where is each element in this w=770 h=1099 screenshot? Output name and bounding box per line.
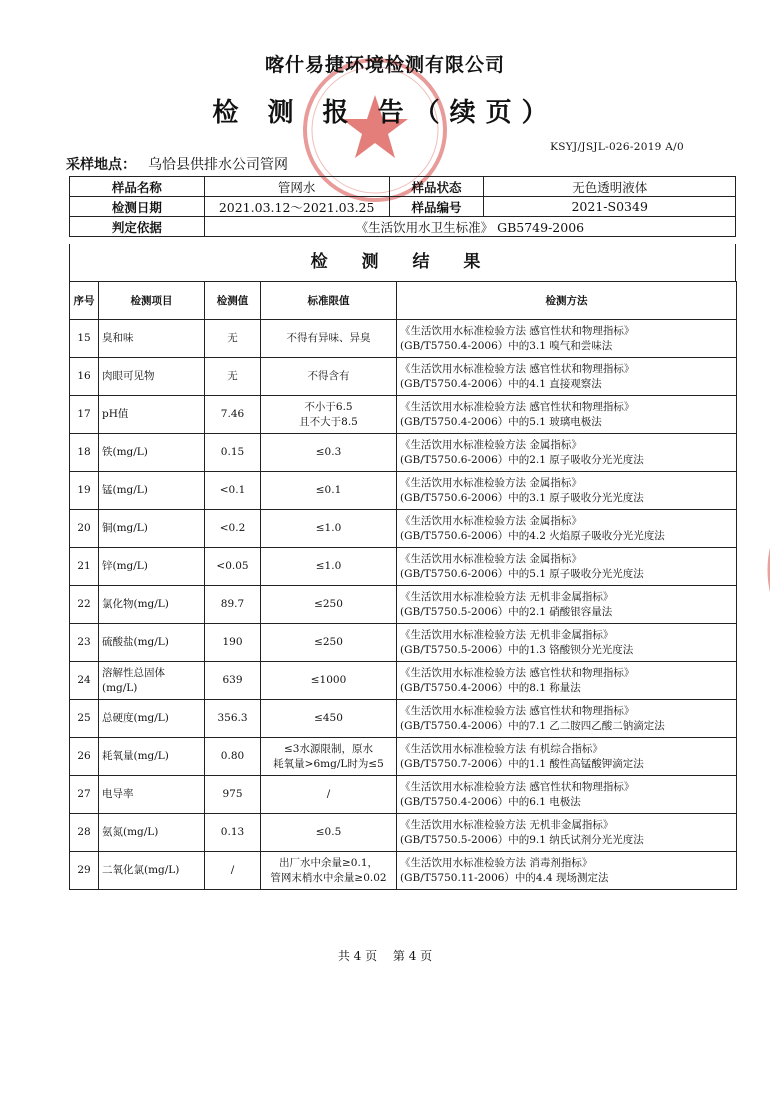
standard-limit-text: ≤0.3 bbox=[315, 446, 342, 458]
company-name: 喀什易捷环境检测有限公司 bbox=[264, 54, 505, 76]
row-number-text: 29 bbox=[77, 864, 91, 876]
results-table bbox=[69, 281, 737, 890]
table-row bbox=[70, 852, 737, 890]
standard-limit bbox=[261, 510, 397, 548]
sample-state-label: 样品状态 bbox=[389, 177, 484, 197]
standard-limit-text: ≤3水源限制，原水 bbox=[284, 742, 373, 755]
test-item-text: 臭和味 bbox=[102, 332, 134, 344]
test-item-text: 耗氧量(mg/L) bbox=[102, 750, 169, 762]
test-method-line2: (GB/T5750.4-2006）中的8.1 称量法 bbox=[400, 681, 581, 694]
standard-limit bbox=[261, 434, 397, 472]
test-value-text: 0.80 bbox=[220, 750, 245, 762]
test-method-line2: (GB/T5750.5-2006）中的9.1 纳氏试剂分光光度法 bbox=[400, 833, 644, 846]
row-number-text: 27 bbox=[77, 788, 91, 800]
sample-name-label: 样品名称 bbox=[70, 177, 205, 197]
test-value bbox=[205, 320, 261, 358]
sampling-site bbox=[66, 154, 288, 174]
standard-limit-text: ≤450 bbox=[314, 712, 343, 724]
test-item-text: pH值 bbox=[102, 408, 129, 420]
row-number bbox=[70, 472, 99, 510]
test-item-text: 锰(mg/L) bbox=[102, 484, 148, 496]
page-footer bbox=[0, 947, 770, 964]
test-item-text: 铜(mg/L) bbox=[102, 522, 148, 534]
standard-limit bbox=[261, 320, 397, 358]
table-row bbox=[70, 396, 737, 434]
sample-info-table bbox=[69, 176, 736, 237]
row-number-text: 22 bbox=[77, 598, 91, 610]
test-method-line1: 《生活饮用水标准检验方法 金属指标》 bbox=[400, 476, 582, 489]
table-row bbox=[70, 510, 737, 548]
standard-limit-text: 且不大于8.5 bbox=[299, 415, 358, 428]
standard-limit-text: ≤0.5 bbox=[315, 826, 342, 838]
test-method-line2: (GB/T5750.5-2006）中的1.3 铬酸钡分光光度法 bbox=[400, 643, 634, 656]
standard-limit-text: ≤250 bbox=[314, 636, 343, 648]
row-number bbox=[70, 662, 99, 700]
test-value bbox=[205, 396, 261, 434]
standard-limit bbox=[261, 814, 397, 852]
row-number-text: 18 bbox=[77, 446, 91, 458]
table-row bbox=[70, 776, 737, 814]
test-value-text: 975 bbox=[222, 788, 243, 800]
total-pages: 共 4 页 bbox=[337, 949, 378, 963]
results-title: 检 测 结 果 bbox=[69, 244, 736, 281]
test-item-text: 溶解性总固体 bbox=[102, 666, 165, 679]
row-number-text: 20 bbox=[77, 522, 91, 534]
test-method-line1: 《生活饮用水标准检验方法 金属指标》 bbox=[400, 514, 582, 527]
test-value-text: <0.05 bbox=[216, 560, 249, 572]
test-value bbox=[205, 434, 261, 472]
standard-limit-text: 不小于6.5 bbox=[304, 400, 353, 413]
test-method-line2: (GB/T5750.6-2006）中的3.1 原子吸收分光光度法 bbox=[400, 491, 644, 504]
test-item bbox=[99, 662, 205, 700]
standard-limit-text: ≤1.0 bbox=[315, 560, 342, 572]
test-method bbox=[397, 852, 737, 890]
col-header-no: 序号 bbox=[70, 282, 99, 320]
test-method bbox=[397, 358, 737, 396]
test-method-line2: (GB/T5750.11-2006）中的4.4 现场测定法 bbox=[400, 871, 609, 884]
table-row bbox=[70, 814, 737, 852]
test-value-text: 89.7 bbox=[220, 598, 245, 610]
test-value-text: 0.13 bbox=[220, 826, 245, 838]
test-item bbox=[99, 434, 205, 472]
test-method-line2: (GB/T5750.4-2006）中的3.1 嗅气和尝味法 bbox=[400, 339, 613, 352]
standard-limit bbox=[261, 776, 397, 814]
standard-limit bbox=[261, 586, 397, 624]
test-value-text: / bbox=[230, 864, 235, 876]
sample-state-value: 无色透明液体 bbox=[484, 177, 736, 197]
test-item bbox=[99, 624, 205, 662]
test-method bbox=[397, 738, 737, 776]
test-method-line1: 《生活饮用水标准检验方法 感官性状和物理指标》 bbox=[400, 704, 635, 717]
test-value bbox=[205, 548, 261, 586]
document-number: KSYJ/JSJL-026-2019 A/0 bbox=[550, 141, 684, 153]
row-number-text: 17 bbox=[77, 408, 91, 420]
test-method-line1: 《生活饮用水标准检验方法 有机综合指标》 bbox=[400, 742, 603, 755]
test-value-text: 无 bbox=[227, 370, 238, 382]
test-method bbox=[397, 624, 737, 662]
row-number bbox=[70, 510, 99, 548]
test-method-line2: (GB/T5750.6-2006）中的5.1 原子吸收分光光度法 bbox=[400, 567, 644, 580]
test-value bbox=[205, 814, 261, 852]
row-number bbox=[70, 624, 99, 662]
test-method-line1: 《生活饮用水标准检验方法 感官性状和物理指标》 bbox=[400, 362, 635, 375]
test-value-text: 356.3 bbox=[217, 712, 248, 724]
test-item bbox=[99, 776, 205, 814]
test-method-line2: (GB/T5750.7-2006）中的1.1 酸性高锰酸钾滴定法 bbox=[400, 757, 644, 770]
test-value bbox=[205, 472, 261, 510]
standard-limit-text: ≤250 bbox=[314, 598, 343, 610]
test-value-text: <0.2 bbox=[219, 522, 246, 534]
test-method-line1: 《生活饮用水标准检验方法 无机非金属指标》 bbox=[400, 818, 614, 831]
row-number-text: 16 bbox=[77, 370, 91, 382]
table-row bbox=[70, 662, 737, 700]
test-value bbox=[205, 358, 261, 396]
test-item bbox=[99, 738, 205, 776]
test-method-line1: 《生活饮用水标准检验方法 感官性状和物理指标》 bbox=[400, 400, 635, 413]
test-item bbox=[99, 320, 205, 358]
row-number bbox=[70, 358, 99, 396]
test-method bbox=[397, 396, 737, 434]
standard-limit-text: 出厂水中余量≥0.1， bbox=[279, 856, 378, 869]
test-value-text: <0.1 bbox=[219, 484, 246, 496]
test-method bbox=[397, 814, 737, 852]
test-method-line1: 《生活饮用水标准检验方法 感官性状和物理指标》 bbox=[400, 780, 635, 793]
col-header-value: 检测值 bbox=[205, 282, 261, 320]
test-item-text: 二氧化氯(mg/L) bbox=[102, 864, 180, 876]
row-number bbox=[70, 738, 99, 776]
test-item bbox=[99, 548, 205, 586]
test-item bbox=[99, 396, 205, 434]
standard-limit bbox=[261, 738, 397, 776]
test-value-text: 639 bbox=[222, 674, 243, 686]
test-item bbox=[99, 586, 205, 624]
test-value bbox=[205, 510, 261, 548]
sample-name-value: 管网水 bbox=[204, 177, 389, 197]
test-item-text: 电导率 bbox=[102, 788, 134, 800]
test-item-text: 硫酸盐(mg/L) bbox=[102, 636, 169, 648]
test-item-text: 铁(mg/L) bbox=[102, 446, 148, 458]
test-item-text: 总硬度(mg/L) bbox=[102, 712, 169, 724]
test-value bbox=[205, 738, 261, 776]
test-item bbox=[99, 852, 205, 890]
standard-limit bbox=[261, 852, 397, 890]
row-number-text: 23 bbox=[77, 636, 91, 648]
col-header-item: 检测项目 bbox=[99, 282, 205, 320]
standard-limit-text: 不得含有 bbox=[307, 370, 350, 382]
test-value-text: 7.46 bbox=[220, 408, 245, 420]
standard-limit bbox=[261, 662, 397, 700]
test-method-line1: 《生活饮用水标准检验方法 金属指标》 bbox=[400, 438, 582, 451]
test-item bbox=[99, 358, 205, 396]
test-value bbox=[205, 586, 261, 624]
test-value-text: 无 bbox=[227, 332, 238, 344]
row-number bbox=[70, 434, 99, 472]
standard-limit-text: 不得有异味、异臭 bbox=[286, 332, 371, 344]
test-method bbox=[397, 700, 737, 738]
test-item bbox=[99, 510, 205, 548]
basis-value: 《生活饮用水卫生标准》 GB5749-2006 bbox=[204, 217, 735, 237]
test-method-line2: (GB/T5750.4-2006）中的4.1 直接观察法 bbox=[400, 377, 602, 390]
sampling-site-value: 乌恰县供排水公司管网 bbox=[148, 157, 288, 173]
edge-stamp bbox=[752, 520, 770, 620]
test-date-label: 检测日期 bbox=[70, 197, 205, 217]
test-date-value: 2021.03.12～2021.03.25 bbox=[204, 197, 389, 217]
test-value-text: 0.15 bbox=[220, 446, 245, 458]
test-value bbox=[205, 662, 261, 700]
test-method bbox=[397, 320, 737, 358]
test-method bbox=[397, 662, 737, 700]
standard-limit bbox=[261, 396, 397, 434]
row-number bbox=[70, 776, 99, 814]
test-method-line1: 《生活饮用水标准检验方法 感官性状和物理指标》 bbox=[400, 666, 635, 679]
table-row bbox=[70, 738, 737, 776]
standard-limit-text: ≤1.0 bbox=[315, 522, 342, 534]
test-method-line2: (GB/T5750.6-2006）中的2.1 原子吸收分光光度法 bbox=[400, 453, 644, 466]
sampling-site-label: 采样地点： bbox=[66, 157, 136, 173]
test-value bbox=[205, 776, 261, 814]
row-number bbox=[70, 396, 99, 434]
report-title: 检 测 报 告（续页） bbox=[212, 98, 558, 128]
table-row bbox=[70, 472, 737, 510]
col-header-limit: 标准限值 bbox=[261, 282, 397, 320]
row-number bbox=[70, 700, 99, 738]
test-method-line1: 《生活饮用水标准检验方法 感官性状和物理指标》 bbox=[400, 324, 635, 337]
test-method-line2: (GB/T5750.4-2006）中的5.1 玻璃电极法 bbox=[400, 415, 602, 428]
test-item-text: 肉眼可见物 bbox=[102, 370, 155, 382]
test-method-line1: 《生活饮用水标准检验方法 无机非金属指标》 bbox=[400, 628, 614, 641]
test-method bbox=[397, 472, 737, 510]
row-number bbox=[70, 814, 99, 852]
row-number-text: 24 bbox=[77, 674, 91, 686]
row-number-text: 15 bbox=[77, 332, 91, 344]
row-number-text: 19 bbox=[77, 484, 91, 496]
col-header-method: 检测方法 bbox=[397, 282, 737, 320]
test-item bbox=[99, 814, 205, 852]
test-method bbox=[397, 548, 737, 586]
test-method-line1: 《生活饮用水标准检验方法 金属指标》 bbox=[400, 552, 582, 565]
standard-limit-text: 管网末梢水中余量≥0.02 bbox=[270, 871, 387, 884]
test-item-text: (mg/L) bbox=[102, 681, 138, 694]
test-value bbox=[205, 624, 261, 662]
standard-limit-text: ≤0.1 bbox=[315, 484, 342, 496]
table-row bbox=[70, 434, 737, 472]
table-row bbox=[70, 624, 737, 662]
row-number-text: 28 bbox=[77, 826, 91, 838]
row-number-text: 26 bbox=[77, 750, 91, 762]
test-value-text: 190 bbox=[222, 636, 243, 648]
row-number-text: 25 bbox=[77, 712, 91, 724]
standard-limit bbox=[261, 700, 397, 738]
sample-number-label: 样品编号 bbox=[389, 197, 484, 217]
standard-limit bbox=[261, 472, 397, 510]
test-method bbox=[397, 434, 737, 472]
table-row bbox=[70, 320, 737, 358]
test-item-text: 锌(mg/L) bbox=[102, 560, 148, 572]
test-item bbox=[99, 472, 205, 510]
row-number bbox=[70, 320, 99, 358]
current-page: 第 4 页 bbox=[392, 949, 433, 963]
test-method-line2: (GB/T5750.5-2006）中的2.1 硝酸银容量法 bbox=[400, 605, 613, 618]
test-value bbox=[205, 852, 261, 890]
standard-limit-text: ≤1000 bbox=[310, 674, 347, 686]
test-method-line2: (GB/T5750.4-2006）中的7.1 乙二胺四乙酸二钠滴定法 bbox=[400, 719, 665, 732]
standard-limit bbox=[261, 624, 397, 662]
row-number bbox=[70, 852, 99, 890]
standard-limit-text: 耗氧量>6mg/L时为≤5 bbox=[273, 757, 384, 770]
test-method bbox=[397, 510, 737, 548]
test-item-text: 氯化物(mg/L) bbox=[102, 598, 169, 610]
test-item bbox=[99, 700, 205, 738]
test-method-line1: 《生活饮用水标准检验方法 消毒剂指标》 bbox=[400, 856, 593, 869]
sample-number-value: 2021-S0349 bbox=[484, 197, 736, 217]
standard-limit bbox=[261, 548, 397, 586]
test-item-text: 氨氮(mg/L) bbox=[102, 826, 159, 838]
basis-label: 判定依据 bbox=[70, 217, 205, 237]
test-value bbox=[205, 700, 261, 738]
row-number bbox=[70, 586, 99, 624]
test-method bbox=[397, 586, 737, 624]
table-row bbox=[70, 700, 737, 738]
table-row bbox=[70, 548, 737, 586]
standard-limit bbox=[261, 358, 397, 396]
test-method-line2: (GB/T5750.4-2006）中的6.1 电极法 bbox=[400, 795, 581, 808]
row-number-text: 21 bbox=[77, 560, 91, 572]
row-number bbox=[70, 548, 99, 586]
results-header-row bbox=[70, 282, 737, 320]
test-method-line1: 《生活饮用水标准检验方法 无机非金属指标》 bbox=[400, 590, 614, 603]
test-method-line2: (GB/T5750.6-2006）中的4.2 火焰原子吸收分光光度法 bbox=[400, 529, 665, 542]
table-row bbox=[70, 586, 737, 624]
standard-limit-text: / bbox=[326, 788, 331, 800]
test-method bbox=[397, 776, 737, 814]
table-row bbox=[70, 358, 737, 396]
